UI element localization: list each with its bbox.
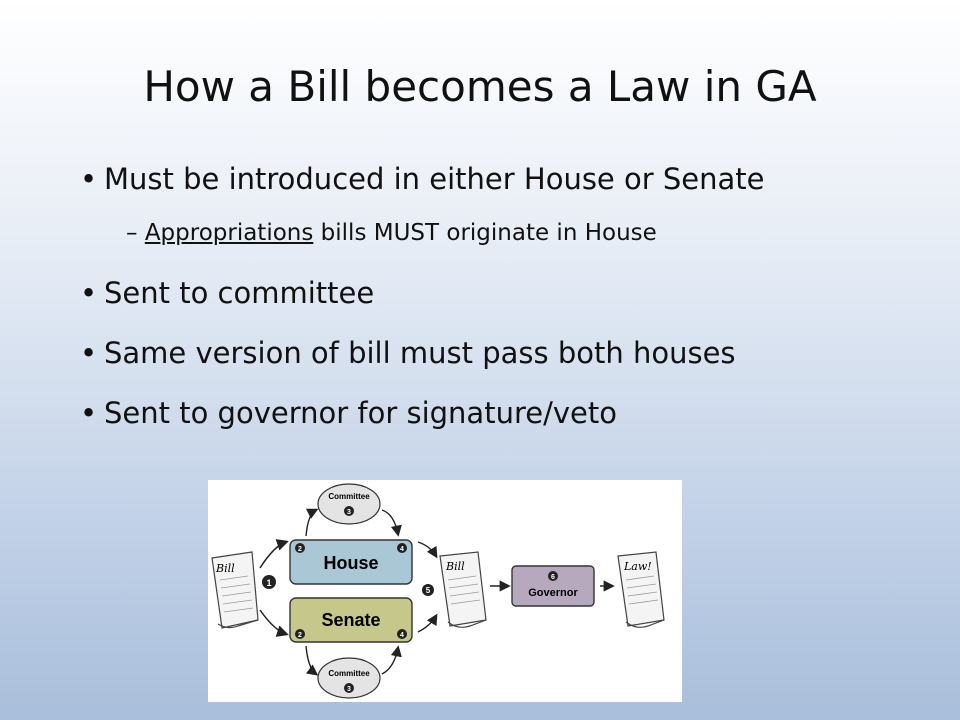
svg-text:1: 1 [266, 578, 272, 588]
step-5-badge [422, 584, 434, 596]
sub-bullet-underlined: Appropriations [144, 220, 314, 246]
svg-text:Senate: Senate [321, 610, 381, 630]
svg-text:House: House [323, 553, 379, 573]
law-label: Law! [624, 560, 652, 573]
svg-text:Governor: Governor [528, 587, 578, 599]
bullet-text: Sent to committee [104, 276, 375, 310]
sub-bullet-text: bills MUST originate in House [313, 220, 657, 246]
bill-process-diagram [208, 480, 682, 702]
committee-top-node [318, 484, 380, 524]
bullet-dot: • [80, 336, 98, 370]
svg-text:6: 6 [551, 574, 555, 581]
bill-scroll-left-icon [212, 552, 258, 628]
arrow-icon [418, 616, 436, 632]
bullet-text: Must be introduced in either House or Senate [104, 162, 765, 196]
arrow-icon [382, 510, 398, 534]
svg-text:3: 3 [347, 509, 351, 516]
sub-bullet-item [126, 220, 657, 246]
bill-left-label: Bill [216, 562, 235, 575]
arrow-icon [260, 542, 286, 568]
slide-title: How a Bill becomes a Law in GA [143, 62, 817, 111]
bullet-text: Sent to governor for signature/veto [104, 396, 617, 430]
senate-node [290, 598, 412, 642]
step-1-badge [262, 575, 276, 589]
arrow-icon [306, 510, 316, 536]
governor-node [512, 566, 594, 606]
bullet-text: Same version of bill must pass both houses [104, 336, 736, 370]
bullet-dot: • [80, 162, 98, 196]
committee-bottom-node [318, 658, 380, 698]
svg-text:Committee: Committee [328, 492, 370, 501]
bill-right-label: Bill [446, 560, 465, 573]
svg-text:3: 3 [347, 686, 351, 693]
svg-text:2: 2 [298, 546, 302, 553]
svg-text:Committee: Committee [328, 669, 370, 678]
bullet-dot: • [80, 396, 98, 430]
svg-text:4: 4 [400, 546, 404, 553]
arrow-icon [306, 646, 316, 674]
bill-scroll-right-icon [440, 552, 486, 627]
house-node [290, 540, 412, 584]
svg-text:2: 2 [298, 632, 302, 639]
svg-text:4: 4 [400, 632, 404, 639]
arrow-icon [260, 610, 286, 634]
bullet-dot: • [80, 276, 98, 310]
sub-bullet-dash: – [126, 220, 138, 246]
arrow-icon [418, 542, 436, 556]
law-scroll-icon [618, 552, 664, 627]
arrow-icon [382, 648, 398, 674]
svg-text:5: 5 [425, 586, 431, 595]
